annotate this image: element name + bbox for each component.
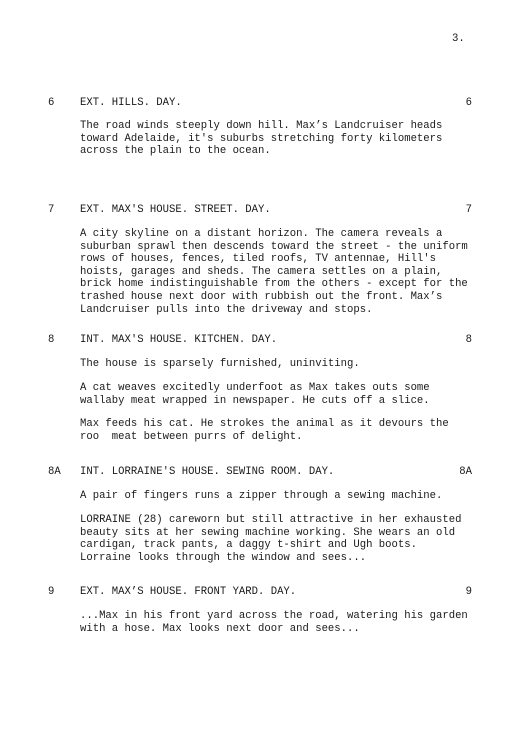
scene-number-right: 8A: [459, 466, 472, 478]
action-paragraph: A cat weaves excitedly underfoot as Max takes outs some wallaby meat wrapped in newspaper. He cuts off a slice.: [80, 382, 430, 407]
scene-number-right: 8: [465, 334, 472, 346]
scene-heading: INT. MAX'S HOUSE. KITCHEN. DAY.: [80, 334, 278, 346]
action-paragraph: The road winds steeply down hill. Max’s Landcruiser heads toward Adelaide, it's suburbs stretching forty kilometers across the plain to the ocean.: [80, 120, 443, 158]
action-paragraph: The house is sparsely furnished, uninviting.: [80, 358, 360, 370]
scene-heading: EXT. MAX'S HOUSE. STREET. DAY.: [80, 204, 271, 216]
action-paragraph: Max feeds his cat. He strokes the animal as it devours the roo meat between purrs of delight.: [80, 418, 449, 443]
scene-number-right: 9: [465, 586, 472, 598]
page-number: 3.: [452, 33, 465, 45]
scene-heading: EXT. MAX’S HOUSE. FRONT YARD. DAY.: [80, 586, 297, 598]
scene-heading: INT. LORRAINE'S HOUSE. SEWING ROOM. DAY.: [80, 466, 335, 478]
scene-number-right: 7: [465, 204, 472, 216]
action-paragraph: A pair of fingers runs a zipper through a sewing machine.: [80, 490, 443, 502]
action-paragraph: LORRAINE (28) careworn but still attractive in her exhausted beauty sits at her sewing machine working. She wears an old cardigan, track pants, a daggy t-shirt and Ugh boots. Lorraine looks through the window and sees...: [80, 514, 462, 564]
action-paragraph: A city skyline on a distant horizon. The camera reveals a suburban sprawl then descends toward the street - the uniform rows of houses, fences, tiled roofs, TV antennae, Hill's hoists, garages and sheds. The camera settles on a plain, brick home indistinguishable from the others - except for the trashed house next door with rubbish out the front. Max’s Landcruiser pulls into the driveway and stops.: [80, 228, 468, 316]
scene-number-left: 8: [48, 334, 55, 346]
scene-number-right: 6: [465, 97, 472, 109]
scene-number-left: 9: [48, 586, 55, 598]
scene-heading: EXT. HILLS. DAY.: [80, 97, 182, 109]
action-paragraph: ...Max in his front yard across the road, watering his garden with a hose. Max looks next door and sees...: [80, 610, 468, 635]
scene-number-left: 6: [48, 97, 55, 109]
scene-number-left: 7: [48, 204, 55, 216]
scene-number-left: 8A: [48, 466, 61, 478]
